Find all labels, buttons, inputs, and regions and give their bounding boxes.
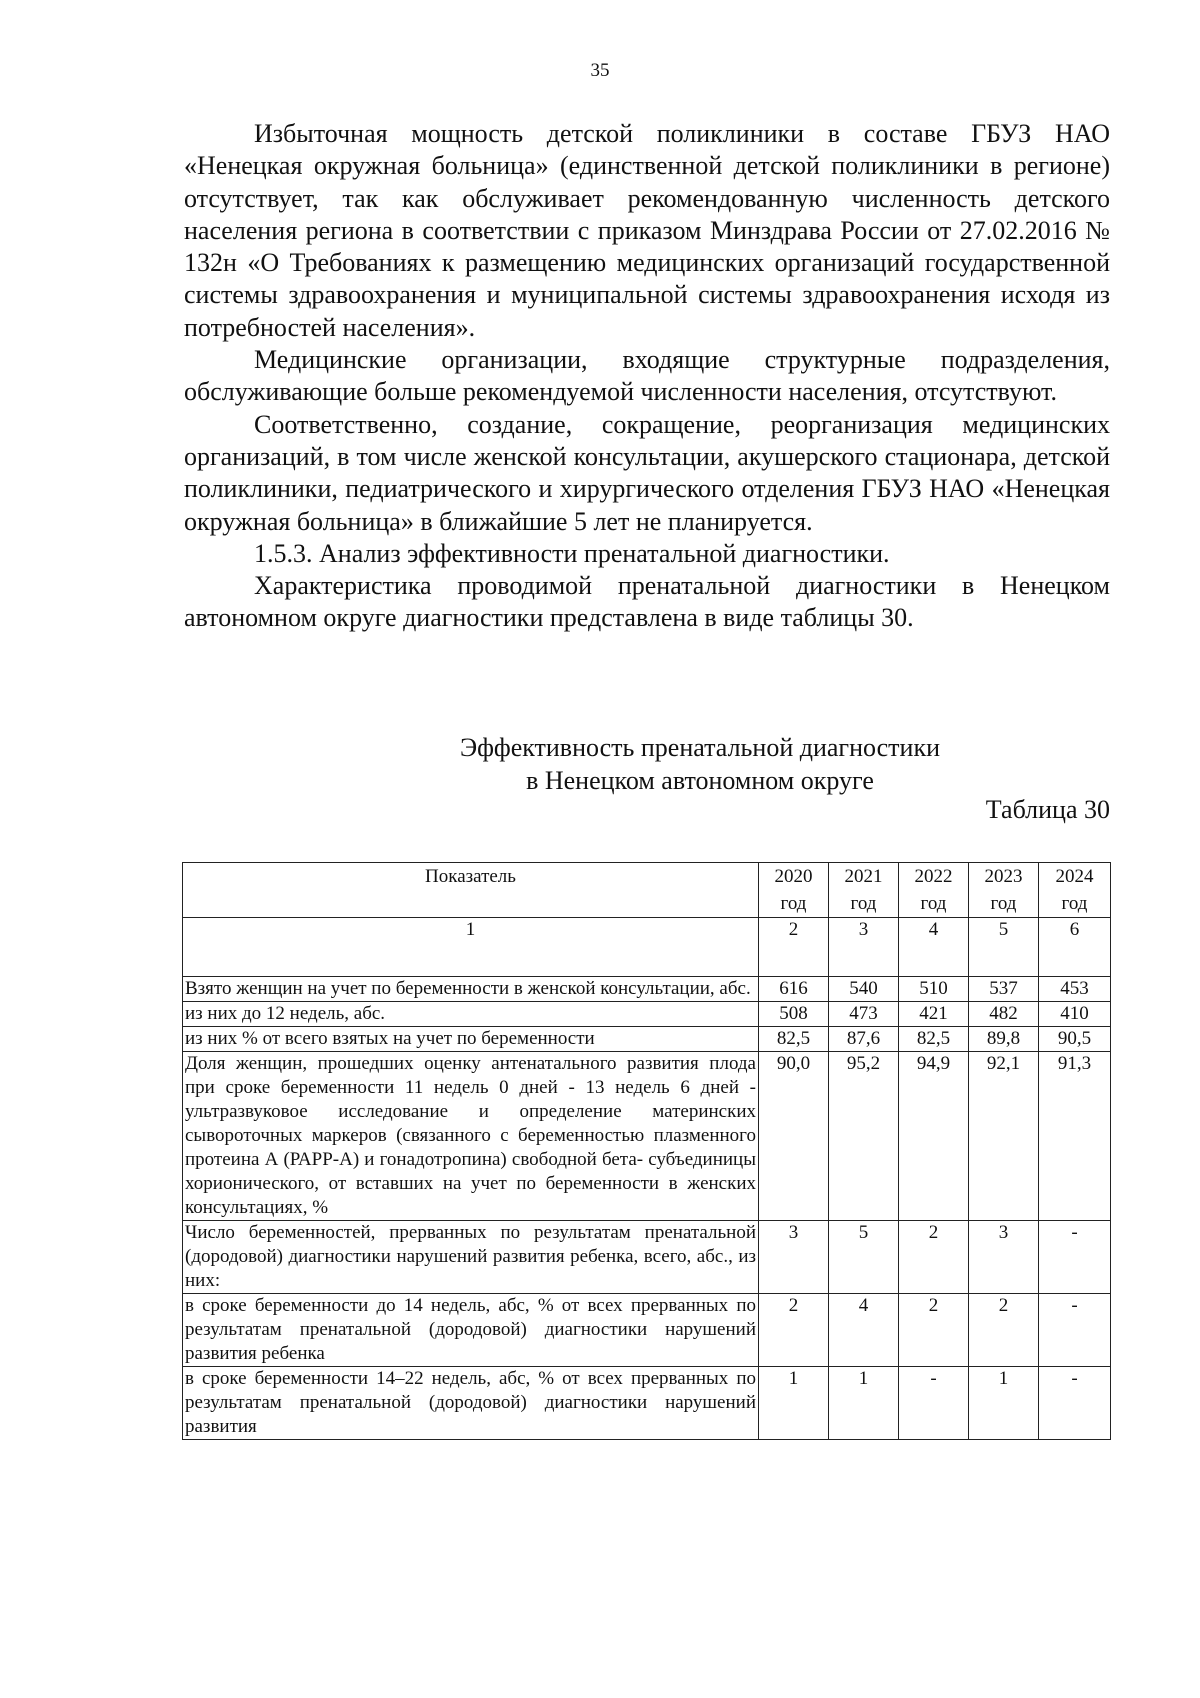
- prenatal-diagnostics-table: [182, 862, 1111, 1440]
- cell-value: 1: [759, 1367, 829, 1440]
- row-label: из них % от всего взятых на учет по беременности: [183, 1027, 759, 1052]
- cell-value: 2: [899, 1294, 969, 1367]
- header-year-unit: год: [1061, 893, 1088, 914]
- column-index: 4: [899, 918, 969, 977]
- caption-line-1: Эффективность пренатальной диагностики: [459, 733, 941, 762]
- header-year-unit: год: [920, 893, 947, 914]
- header-year-2021: [829, 863, 899, 918]
- cell-value: 508: [759, 1002, 829, 1027]
- table-row: [183, 1027, 1111, 1052]
- row-label: в сроке беременности до 14 недель, абс, % от всех прерванных по результатам пренатальной (дородовой) диагностики нарушений развития ребенка: [183, 1294, 759, 1367]
- table-row: [183, 1221, 1111, 1294]
- cell-value: 410: [1039, 1002, 1111, 1027]
- cell-value: 453: [1039, 977, 1111, 1002]
- header-year-value: 2023: [984, 866, 1023, 887]
- row-label: Доля женщин, прошедших оценку антенатального развития плода при сроке беременности 11 недель 0 дней - 13 недель 6 дней - ультразвуковое исследование и определение материнских сывороточных маркеров (связанного с беременностью плазменного протеина А (РАРР-А) и гонадотропина) свободной бета- субъединицы хорионического, от вставших на учет по беременности в женских консультациях, %: [183, 1052, 759, 1221]
- paragraph-3: Соответственно, создание, сокращение, реорганизация медицинских организаций, в том числе женской консультации, акушерского стационара, детской поликлиники, педиатрического и хирургического отделения ГБУЗ НАО «Ненецкая окружная больница» в ближайшие 5 лет не планируется.: [184, 409, 1110, 536]
- header-year-2022: [899, 863, 969, 918]
- cell-value: -: [1039, 1221, 1111, 1294]
- cell-value: 510: [899, 977, 969, 1002]
- header-year-unit: год: [850, 893, 877, 914]
- row-label: Число беременностей, прерванных по результатам пренатальной (дородовой) диагностики нарушений развития ребенка, всего, абс., из них:: [183, 1221, 759, 1294]
- table-header-row: [183, 863, 1111, 918]
- column-index-row: [183, 918, 1111, 977]
- column-index: 5: [969, 918, 1039, 977]
- table-row: [183, 1367, 1111, 1440]
- cell-value: 537: [969, 977, 1039, 1002]
- cell-value: -: [1039, 1367, 1111, 1440]
- cell-value: 90,0: [759, 1052, 829, 1221]
- cell-value: 482: [969, 1002, 1039, 1027]
- row-label: в сроке беременности 14–22 недель, абс, % от всех прерванных по результатам пренатальной (дородовой) диагностики нарушений развития: [183, 1367, 759, 1440]
- table-caption: [0, 731, 1200, 797]
- table-number: Таблица 30: [985, 795, 1110, 824]
- table-row: [183, 1002, 1111, 1027]
- table-row: [183, 977, 1111, 1002]
- cell-value: 1: [969, 1367, 1039, 1440]
- intro-paragraph: Характеристика проводимой пренатальной диагностики в Ненецком автономном округе диагностики представлена в виде таблицы 30.: [184, 571, 1110, 633]
- cell-value: 89,8: [969, 1027, 1039, 1052]
- cell-value: 2: [969, 1294, 1039, 1367]
- cell-value: 87,6: [829, 1027, 899, 1052]
- header-year-unit: год: [780, 893, 807, 914]
- header-year-2023: [969, 863, 1039, 918]
- header-year-value: 2020: [774, 866, 813, 887]
- row-label: из них до 12 недель, абс.: [183, 1002, 759, 1027]
- column-index: 3: [829, 918, 899, 977]
- table-row: [183, 1294, 1111, 1367]
- cell-value: 92,1: [969, 1052, 1039, 1221]
- cell-value: 82,5: [759, 1027, 829, 1052]
- cell-value: 2: [759, 1294, 829, 1367]
- header-indicator: Показатель: [183, 863, 759, 918]
- paragraph-2: Медицинские организации, входящие структурные подразделения, обслуживающие больше рекомендуемой численности населения, отсутствуют.: [184, 345, 1110, 407]
- section-heading: 1.5.3. Анализ эффективности пренатальной диагностики.: [254, 538, 890, 568]
- header-year-unit: год: [990, 893, 1017, 914]
- header-year-value: 2024: [1055, 866, 1094, 887]
- page-number: 35: [590, 60, 610, 81]
- header-year-value: 2021: [844, 866, 883, 887]
- column-index: 2: [759, 918, 829, 977]
- cell-value: 1: [829, 1367, 899, 1440]
- body-text: [184, 118, 1110, 635]
- cell-value: 421: [899, 1002, 969, 1027]
- cell-value: -: [1039, 1294, 1111, 1367]
- cell-value: 616: [759, 977, 829, 1002]
- caption-line-2: в Ненецком автономном округе: [526, 766, 874, 795]
- paragraph-1: Избыточная мощность детской поликлиники в составе ГБУЗ НАО «Ненецкая окружная больница» (единственной детской поликлиники в регионе) отсутствует, так как обслуживает рекомендованную численность детского населения региона в соответствии с приказом Минздрава России от 27.02.2016 № 132н «О Требованиях к размещению медицинских организаций государственной системы здравоохранения и муниципальной системы здравоохранения исходя из потребностей населения».: [184, 119, 1110, 342]
- cell-value: 91,3: [1039, 1052, 1111, 1221]
- cell-value: 4: [829, 1294, 899, 1367]
- table-row: [183, 1052, 1111, 1221]
- cell-value: 95,2: [829, 1052, 899, 1221]
- cell-value: 94,9: [899, 1052, 969, 1221]
- cell-value: 473: [829, 1002, 899, 1027]
- column-index: 1: [183, 918, 759, 977]
- cell-value: 5: [829, 1221, 899, 1294]
- cell-value: 3: [969, 1221, 1039, 1294]
- header-year-2024: [1039, 863, 1111, 918]
- header-year-2020: [759, 863, 829, 918]
- cell-value: 2: [899, 1221, 969, 1294]
- cell-value: -: [899, 1367, 969, 1440]
- header-year-value: 2022: [914, 866, 953, 887]
- cell-value: 540: [829, 977, 899, 1002]
- cell-value: 82,5: [899, 1027, 969, 1052]
- row-label: Взято женщин на учет по беременности в женской консультации, абс.: [183, 977, 759, 1002]
- cell-value: 90,5: [1039, 1027, 1111, 1052]
- cell-value: 3: [759, 1221, 829, 1294]
- column-index: 6: [1039, 918, 1111, 977]
